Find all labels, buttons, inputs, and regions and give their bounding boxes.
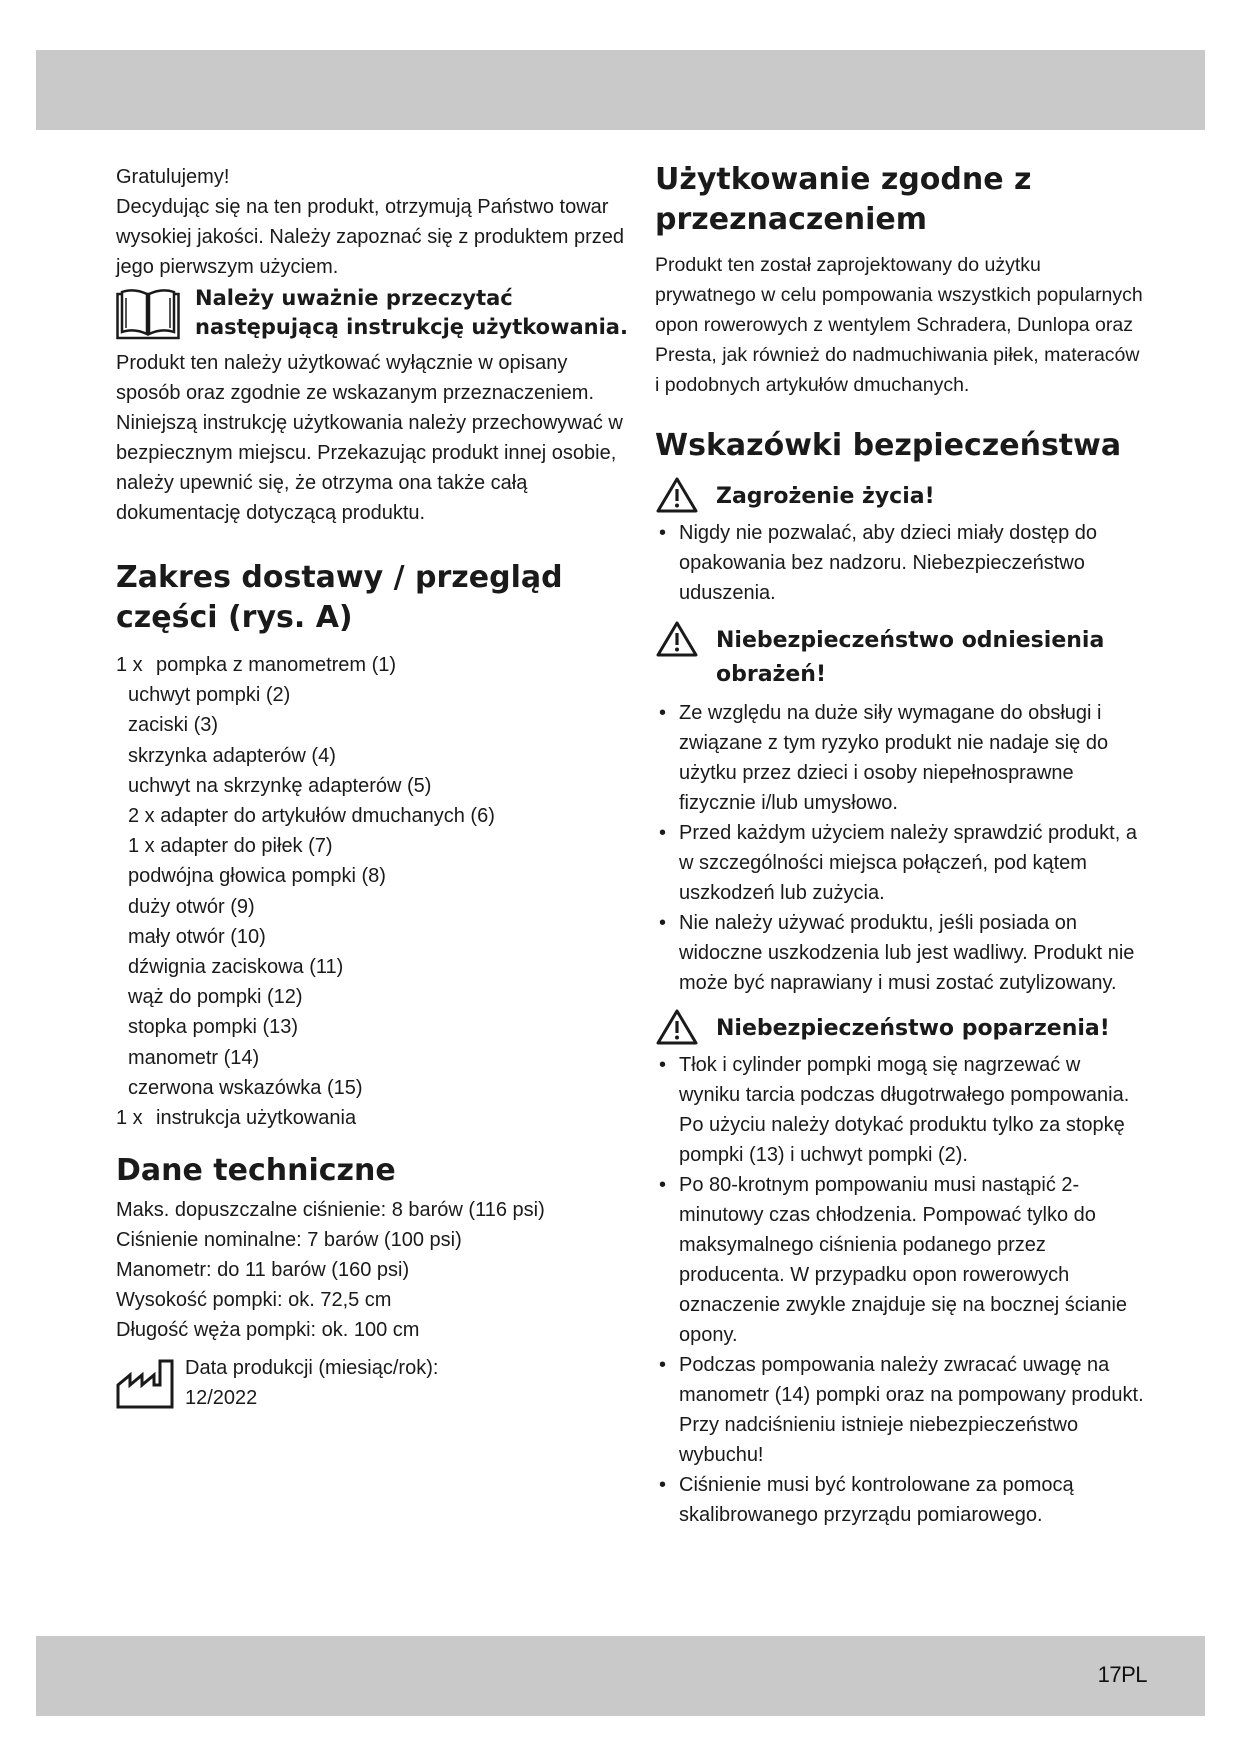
delivery-item-text: 1 x adapter do piłek (7): [128, 835, 333, 858]
delivery-item: [116, 680, 628, 710]
delivery-item-text: czerwona wskazówka (15): [128, 1076, 363, 1099]
warning-heading: [655, 1012, 1145, 1046]
open-book-icon: [116, 288, 180, 340]
bullet-item: • Nigdy nie pozwalać, aby dzieci miały dostęp do opakowania bez nadzoru. Niebezpieczeństwo uduszenia.: [655, 518, 1145, 608]
bullet-item: • Ze względu na duże siły wymagane do obsługi i związane z tym ryzyko produkt nie nadaje się do użytku przez dzieci i osoby niepełnosprawne fizycznie i/lub umysłowo.: [655, 698, 1145, 818]
delivery-item: [116, 741, 628, 771]
usage-paragraph: Produkt ten należy użytkować wyłącznie w opisany sposób oraz zgodnie ze wskazanym przeznaczeniem. Niniejszą instrukcję użytkowania należy przechowywać w bezpiecznym miejscu. Przekazując produkt innej osobie, należy upewnić się, że otrzyma ona także całą dokumentację dotyczącą produktu.: [116, 352, 623, 524]
delivery-item-text: uchwyt pompki (2): [128, 684, 291, 707]
warning-triangle-icon: [655, 1008, 699, 1046]
warning-block: [655, 1012, 1145, 1530]
intended-use-heading: Użytkowanie zgodne z przeznaczeniem: [655, 162, 1032, 237]
delivery-item: [116, 1012, 628, 1042]
delivery-item-text: wąż do pompki (12): [128, 986, 303, 1009]
delivery-item: [116, 1043, 628, 1073]
delivery-item-qty: 1 x: [116, 654, 143, 676]
delivery-item-text: duży otwór (9): [128, 895, 255, 918]
delivery-item-text: instrukcja użytkowania: [156, 1107, 357, 1130]
bullet-item: • Ciśnienie musi być kontrolowane za pomocą skalibrowanego przyrządu pomiarowego.: [655, 1470, 1145, 1530]
delivery-item-text: 2 x adapter do artykułów dmuchanych (6): [128, 805, 495, 828]
delivery-item-text: uchwyt na skrzynkę adapterów (5): [128, 774, 432, 797]
delivery-item: [116, 922, 628, 952]
greeting: Gratulujemy!: [116, 166, 230, 188]
production-date: [116, 1353, 628, 1413]
delivery-item: [116, 952, 628, 982]
delivery-list: [116, 650, 628, 1133]
tech-line: Ciśnienie nominalne: 7 barów (100 psi): [116, 1229, 462, 1252]
tech-heading: Dane techniczne: [116, 1153, 396, 1189]
warning-heading: [655, 480, 1145, 514]
intended-use-text: Produkt ten został zaprojektowany do użytku prywatnego w celu pompowania wszystkich popularnych opon rowerowych z wentylem Schradera, Dunlopa oraz Presta, jak również do nadmuchiwania piłek, materaców i podobnych artykułów dmuchanych.: [655, 254, 1143, 396]
production-value: 12/2022: [185, 1387, 258, 1410]
delivery-item: [116, 831, 628, 861]
header-bar: [36, 50, 1205, 130]
delivery-item: [116, 1073, 628, 1103]
tech-line: Wysokość pompki: ok. 72,5 cm: [116, 1289, 392, 1312]
tech-line: Długość węża pompki: ok. 100 cm: [116, 1319, 420, 1342]
delivery-item-text: podwójna głowica pompki (8): [128, 865, 386, 888]
delivery-item: [116, 1103, 628, 1133]
delivery-item-text: dźwignia zaciskowa (11): [128, 956, 344, 979]
intro-paragraph: Decydując się na ten produkt, otrzymują Państwo towar wysokiej jakości. Należy zapoznać się z produktem przed jego pierwszym użyciem.: [116, 196, 624, 278]
warning-block: [655, 480, 1145, 608]
read-note-text: Należy uważnie przeczytać następującą instrukcję użytkowania.: [195, 286, 628, 339]
warning-triangle-icon: [655, 476, 699, 514]
bullet-item: • Nie należy używać produktu, jeśli posiada on widoczne uszkodzenia lub jest wadliwy. Produkt nie może być naprawiany i musi zostać zutylizowany.: [655, 908, 1145, 998]
production-label: Data produkcji (miesiąc/rok):: [185, 1357, 439, 1380]
read-instructions-note: [116, 284, 628, 348]
delivery-item: [116, 801, 628, 831]
left-column: [116, 162, 628, 1413]
footer-bar: [36, 1636, 1205, 1716]
delivery-item-text: manometr (14): [128, 1046, 260, 1069]
warning-triangle-icon: [655, 620, 699, 658]
tech-line: Manometr: do 11 barów (160 psi): [116, 1259, 410, 1282]
delivery-item-text: mały otwór (10): [128, 925, 266, 948]
delivery-heading: Zakres dostawy / przegląd części (rys. A): [116, 560, 563, 635]
warning-heading-text: Zagrożenie życia!: [716, 484, 935, 509]
right-column: [655, 160, 1145, 1530]
warning-heading-text: Niebezpieczeństwo odniesienia obrażeń!: [716, 628, 1105, 687]
delivery-item-qty: 1 x: [116, 1107, 143, 1130]
delivery-item: [116, 650, 628, 680]
delivery-item-text: skrzynka adapterów (4): [128, 744, 336, 767]
bullet-item: • Przed każdym użyciem należy sprawdzić produkt, a w szczególności miejsca połączeń, pod kątem uszkodzeń lub zużycia.: [655, 818, 1145, 908]
delivery-item: [116, 710, 628, 740]
delivery-item: [116, 771, 628, 801]
safety-heading: Wskazówki bezpieczeństwa: [655, 428, 1122, 463]
bullet-item: • Po 80-krotnym pompowaniu musi nastąpić 2-minutowy czas chłodzenia. Pompować tylko do maksymalnego ciśnienia podanego przez producenta. W przypadku opon rowerowych oznaczenie zwykle znajduje się na bocznej ścianie opony.: [655, 1170, 1145, 1350]
tech-list: [116, 1195, 628, 1345]
bullet-item: • Tłok i cylinder pompki mogą się nagrzewać w wyniku tarcia podczas długotrwałego pompowania. Po użyciu należy dotykać produktu tylko za stopkę pompki (13) i uchwyt pompki (2).: [655, 1050, 1145, 1170]
factory-icon: [116, 1359, 174, 1411]
delivery-item: [116, 982, 628, 1012]
delivery-item-text: zaciski (3): [128, 714, 219, 737]
delivery-item: [116, 892, 628, 922]
warning-heading: [655, 624, 1145, 692]
delivery-item: [116, 861, 628, 891]
bullet-item: • Podczas pompowania należy zwracać uwagę na manometr (14) pompki oraz na pompowany produkt. Przy nadciśnieniu istnieje niebezpieczeństwo wybuchu!: [655, 1350, 1145, 1470]
delivery-item-text: stopka pompki (13): [128, 1016, 299, 1039]
delivery-item-text: pompka z manometrem (1): [156, 654, 397, 676]
warning-heading-text: Niebezpieczeństwo poparzenia!: [716, 1016, 1110, 1041]
tech-line: Maks. dopuszczalne ciśnienie: 8 barów (116 psi): [116, 1199, 545, 1222]
warning-block: [655, 624, 1145, 998]
page-number: 17PL: [1097, 1662, 1147, 1687]
